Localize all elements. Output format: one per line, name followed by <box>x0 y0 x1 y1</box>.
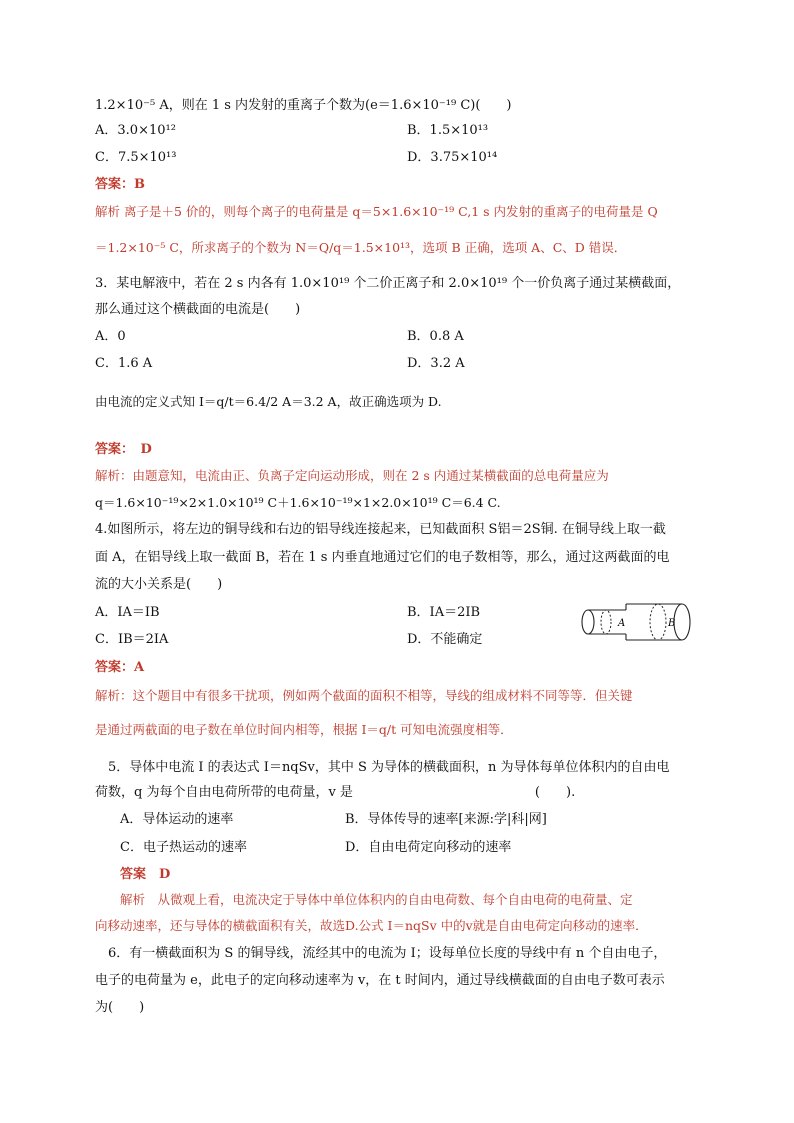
label-a: A <box>618 618 626 629</box>
q2-stem: 1.2×10⁻⁵ A，则在 1 s 内发射的重离子个数为(e＝1.6×10⁻¹⁹ C)( ) <box>95 98 512 113</box>
q4-answer: 答案：A <box>95 660 145 675</box>
q3-note: 由电流的定义式知 I＝q/t＝6.4/2 A＝3.2 A，故正确选项为 D. <box>95 394 442 409</box>
q2-option-a: A．3.0×10¹² <box>95 123 176 138</box>
q2-option-c: C．7.5×10¹³ <box>95 150 177 165</box>
q4-stem-2: 面 A，在铝导线上取一截面 B，若在 1 s 内垂直地通过它们的电子数相等，那么，通过这两截面的电 <box>95 550 670 565</box>
q2-option-d: D．3.75×10¹⁴ <box>407 150 498 165</box>
q4-option-d: D．不能确定 <box>407 632 483 647</box>
wire-figure <box>578 600 696 644</box>
q3-option-c: C．1.6 A <box>95 356 153 371</box>
q5-option-a: A．导体运动的速率 <box>120 812 234 827</box>
q2-option-b: B．1.5×10¹³ <box>407 123 489 138</box>
q3-option-b: B．0.8 A <box>407 329 464 344</box>
q3-explanation-1: 解析：由题意知，电流由正、负离子定向运动形成，则在 2 s 内通过某横截面的总电荷量应为 <box>95 468 609 483</box>
q4-explanation-2: 是通过两截面的电子数在单位时间内相等，根据 I＝q/t 可知电流强度相等． <box>95 722 513 737</box>
q4-option-b: B．IA＝2IB <box>407 605 481 620</box>
q5-option-c: C．电子热运动的速率 <box>120 840 247 855</box>
q4-explanation-1: 解析：这个题目中有很多干扰项，例如两个截面的面积不相等，导线的组成材料不同等等．但关键 <box>95 688 633 703</box>
q4-stem-1: 4.如图所示，将左边的铜导线和右边的铝导线连接起来，已知截面积 S铝＝2S铜. 在铜导线上取一截 <box>95 522 666 537</box>
q3-stem-2: 那么通过这个横截面的电流是( ) <box>95 302 301 317</box>
q5-stem-1: 5．导体中电流 I 的表达式 I＝nqSv，其中 S 为导体的横截面积，n 为导体每单位体积内的自由电 <box>108 760 670 775</box>
q5-explanation-1: 解析 从微观上看，电流决定于导体中单位体积内的自由电荷数、每个自由电荷的电荷量、定 <box>120 892 633 907</box>
q5-answer: 答案 D <box>120 867 171 882</box>
q5-stem-2: 荷数，q 为每个自由电荷所带的电荷量，v 是 ( ). <box>95 785 576 800</box>
q2-explanation-2: ＝1.2×10⁻⁵ C，所求离子的个数为 N＝Q/q＝1.5×10¹³，选项 B 正确，选项 A、C、D 错误． <box>95 240 627 255</box>
label-b: B <box>668 618 676 629</box>
q5-option-b: B．导体传导的速率[来源:学|科|网] <box>345 812 547 827</box>
q6-stem-3: 为( ) <box>95 1000 145 1015</box>
q2-explanation-1: 解析 离子是＋5 价的，则每个离子的电荷量是 q＝5×1.6×10⁻¹⁹ C,1 s 内发射的重离子的电荷量是 Q <box>95 204 658 219</box>
q4-option-a: A．IA＝IB <box>95 605 160 620</box>
q3-answer: 答案： D <box>95 442 152 457</box>
q6-stem-2: 电子的电荷量为 e，此电子的定向移动速率为 v，在 t 时间内，通过导线横截面的自由电子数可表示 <box>95 973 665 988</box>
q5-explanation-2: 向移动速率，还与导体的横截面积有关，故选D.公式 I＝nqSv 中的v就是自由电荷定向移动的速率． <box>95 918 648 933</box>
q6-stem-1: 6．有一横截面积为 S 的铜导线，流经其中的电流为 I；设每单位长度的导线中有 n 个自由电子， <box>108 946 667 961</box>
q4-stem-3: 流的大小关系是( ) <box>95 577 223 592</box>
q3-explanation-2: q＝1.6×10⁻¹⁹×2×1.0×10¹⁹ C＋1.6×10⁻¹⁹×1×2.0×10¹⁹ C＝6.4 C. <box>95 495 501 510</box>
q3-option-d: D．3.2 A <box>407 356 465 371</box>
q3-stem-1: 3．某电解液中，若在 2 s 内各有 1.0×10¹⁹ 个二价正离子和 2.0×10¹⁹ 个一价负离子通过某横截面， <box>95 276 681 291</box>
q4-option-c: C．IB＝2IA <box>95 632 169 647</box>
q2-answer: 答案：B <box>95 177 145 192</box>
q5-option-d: D．自由电荷定向移动的速率 <box>345 840 512 855</box>
q3-option-a: A．0 <box>95 329 126 344</box>
